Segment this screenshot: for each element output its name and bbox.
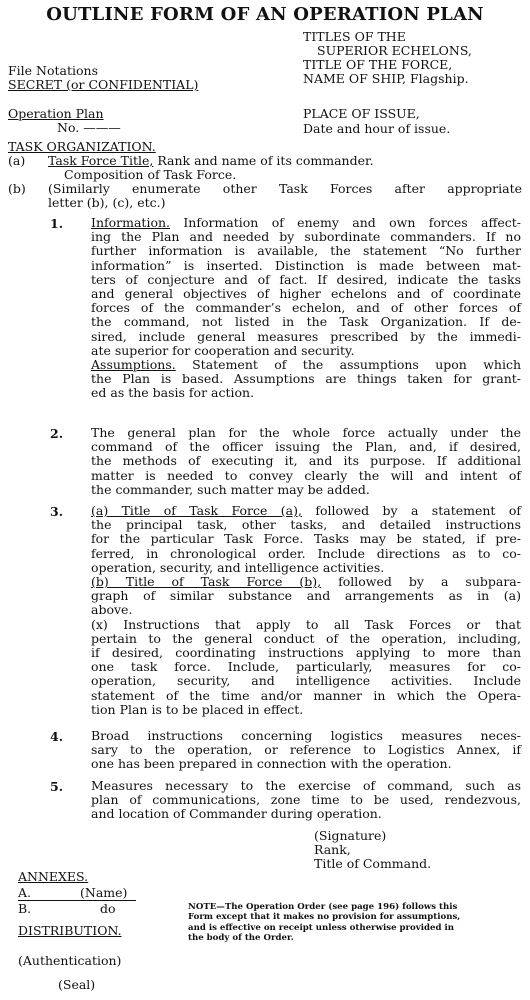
- paragraph-line: plan of communications, zone time to be used, rendezvous,: [91, 792, 521, 808]
- distribution-heading: DISTRIBUTION.: [18, 923, 122, 938]
- paragraph-line: The general plan for the whole force actually under the: [91, 425, 521, 440]
- paragraph-line: for the particular Task Force. Tasks may be stated, if pre-: [91, 531, 521, 547]
- seal: (Seal): [58, 977, 96, 992]
- paragraph-line: ing the Plan and needed by subordinate commanders. If no: [91, 229, 521, 245]
- paragraph-line: statement of the time and/or manner in which the Opera-: [91, 687, 521, 703]
- footnote-line: the body of the Order.: [188, 932, 294, 943]
- paragraph-line: one has been prepared in connection with the operation.: [91, 756, 452, 772]
- paragraph-line: pertain to the general conduct of the operation, including,: [91, 630, 521, 646]
- paragraph-general-plan: [91, 426, 521, 497]
- paragraph-task-forces: [91, 504, 521, 717]
- header-line: TITLE OF THE FORCE,: [303, 57, 453, 72]
- footnote-line: NOTE—The Operation Order (see page 196) follows this: [188, 902, 458, 912]
- paragraph-line: ters of conjecture and of fact. If desired, indicate the tasks: [91, 271, 521, 287]
- date-hour-of-issue: Date and hour of issue.: [303, 121, 451, 136]
- paragraph-line: (a) Title of Task Force (a), followed by a statement of: [91, 503, 521, 518]
- paragraph-line: Information. Information of enemy and own forces affect-: [91, 215, 521, 230]
- document-title: OUTLINE FORM OF AN OPERATION PLAN: [46, 4, 484, 25]
- paragraph-line: information” is inserted. Distinction is made between mat-: [91, 257, 521, 273]
- paragraph-line: command of the officer issuing the Plan, and, if desired,: [91, 439, 521, 455]
- annex-divider: [18, 900, 136, 901]
- paragraph-line: ate superior for cooperation and security.: [91, 342, 355, 358]
- inline-heading: (a) Title of Task Force (a),: [91, 503, 302, 518]
- item-number-4: 4.: [50, 729, 64, 744]
- annex-b-value: do: [100, 901, 116, 916]
- paragraph-information: [91, 216, 521, 401]
- paragraph-line: tion Plan is to be placed in effect.: [91, 701, 304, 717]
- task-b-line2: letter (b), (c), etc.): [48, 195, 166, 210]
- paragraph-logistics: [91, 729, 521, 772]
- operation-plan-label: Operation Plan: [8, 106, 104, 121]
- paragraph-line: operation, security, and intelligence activities. Include: [91, 673, 521, 689]
- paragraph-line: the methods of executing it, and its purpose. If additional: [91, 453, 521, 469]
- paragraph-line: the commander, such matter may be added.: [91, 481, 370, 497]
- item-number-3: 3.: [50, 504, 64, 519]
- task-a-composition: Composition of Task Force.: [64, 167, 237, 182]
- paragraph-line: graph of similar substance and arrangements as in (a): [91, 588, 521, 604]
- paragraph-line: ed as the basis for action.: [91, 385, 255, 401]
- paragraph-line: one task force. Include, particularly, measures for co-: [91, 659, 521, 675]
- paragraph-line: if desired, coordinating instructions applying to more than: [91, 645, 521, 661]
- paragraph-line: sary to the operation, or reference to Logistics Annex, if: [91, 742, 521, 758]
- signature-title: Title of Command.: [314, 856, 432, 871]
- task-a-rest: Rank and name of its commander.: [153, 153, 374, 168]
- paragraph-line: sired, include general measures prescribed by the immedi-: [91, 328, 521, 344]
- paragraph-line: the command, not listed in the Task Organization. If de-: [91, 314, 521, 330]
- paragraph-line: and general objectives of higher echelons and of coordinate: [91, 286, 521, 302]
- paragraph-line: the Plan is based. Assumptions are things taken for grant-: [91, 371, 521, 387]
- inline-heading: Assumptions.: [91, 357, 176, 373]
- header-line: NAME OF SHIP, Flagship.: [303, 71, 469, 86]
- signature-rank: Rank,: [314, 842, 351, 857]
- footnote-line: and is effective on receipt unless otherwise provided in: [188, 922, 455, 933]
- paragraph-line: further information is available, the statement “No further: [91, 243, 521, 259]
- footnote-line: Form except that it makes no provision for assumptions,: [188, 912, 461, 923]
- paragraph-line: above.: [91, 602, 133, 618]
- header-line: TITLES OF THE: [303, 29, 406, 44]
- item-number-2: 2.: [50, 426, 64, 441]
- header-line: SUPERIOR ECHELONS,: [317, 43, 472, 58]
- classification: SECRET (or CONFIDENTIAL): [8, 77, 199, 92]
- authentication: (Authentication): [18, 953, 122, 968]
- task-a-label: (a): [8, 153, 26, 168]
- paragraph-line: forces of the commander’s echelon, and of other forces of: [91, 300, 521, 316]
- signature: (Signature): [314, 828, 387, 843]
- footnote: [188, 902, 524, 943]
- task-a-title: Task Force Title,: [48, 153, 154, 168]
- annex-b-label: B.: [18, 901, 32, 916]
- paragraph-line: Measures necessary to the exercise of command, such as: [91, 778, 521, 793]
- superior-echelons-header: [303, 30, 472, 86]
- task-a-line: [48, 154, 374, 168]
- annex-a-value: (Name): [80, 885, 128, 900]
- task-b-label: (b): [8, 181, 26, 196]
- task-organization-heading: TASK ORGANIZATION.: [8, 139, 156, 154]
- paragraph-line: (b) Title of Task Force (b), followed by a subpara-: [91, 574, 521, 590]
- paragraph-line: ferred, in chronological order. Include directions as to co-: [91, 545, 521, 561]
- paragraph-command: [91, 779, 521, 822]
- paragraph-line: Assumptions. Statement of the assumptions upon which: [91, 357, 521, 373]
- annex-a-label: A.: [18, 885, 32, 900]
- item-number-5: 5.: [50, 779, 64, 794]
- file-notations: File Notations: [8, 63, 98, 78]
- paragraph-line: matter is needed to convey clearly the will and intent of: [91, 467, 521, 483]
- task-b-line1: (Similarly enumerate other Task Forces after appropriate: [48, 181, 522, 196]
- plan-number: No. ———: [57, 120, 121, 135]
- inline-heading: Information.: [91, 215, 170, 230]
- inline-heading: (b) Title of Task Force (b),: [91, 574, 322, 590]
- annexes-heading: ANNEXES.: [18, 869, 89, 884]
- place-of-issue: PLACE OF ISSUE,: [303, 106, 420, 121]
- item-number-1: 1.: [50, 216, 64, 231]
- paragraph-line: operation, security, and intelligence activities.: [91, 559, 385, 575]
- paragraph-line: and location of Commander during operation.: [91, 806, 382, 822]
- paragraph-line: the principal task, other tasks, and detailed instructions: [91, 517, 521, 533]
- paragraph-line: (x) Instructions that apply to all Task Forces or that: [91, 616, 521, 632]
- paragraph-line: Broad instructions concerning logistics measures neces-: [91, 728, 521, 743]
